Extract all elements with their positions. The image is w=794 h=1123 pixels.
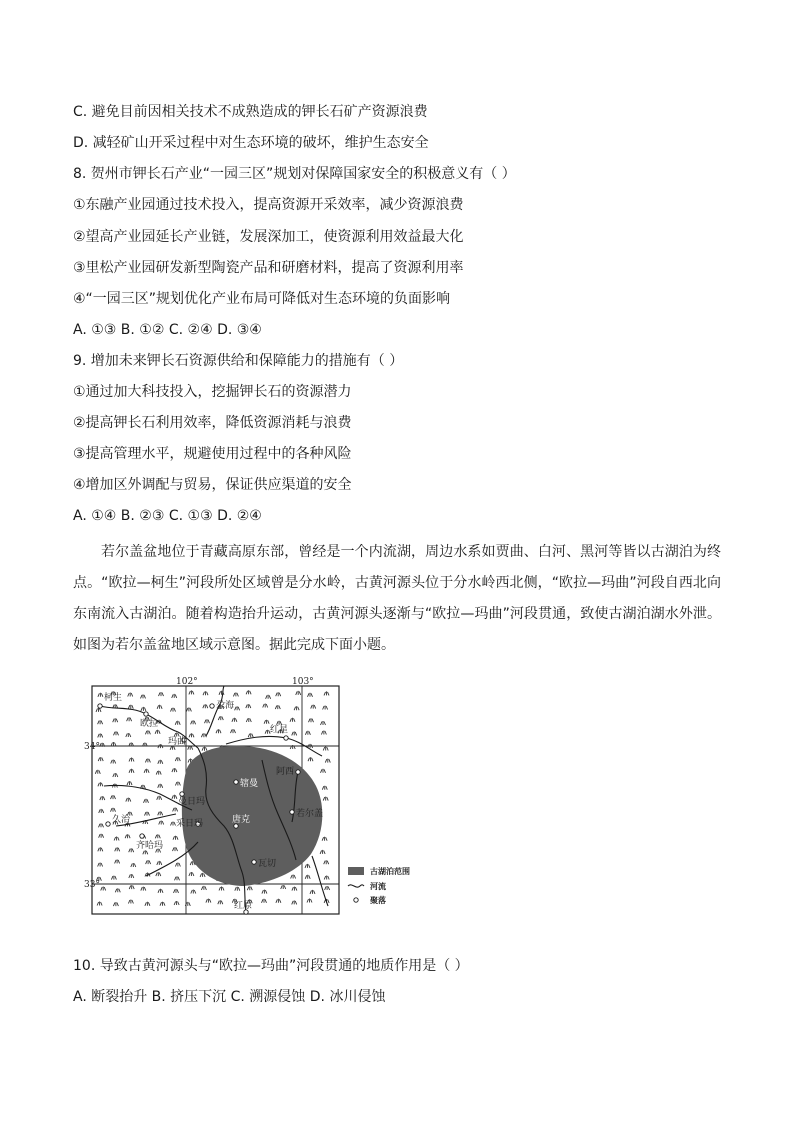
legend-settlement-swatch	[354, 898, 358, 902]
label-qihama: 齐哈玛	[136, 841, 164, 851]
settlement-oula	[144, 712, 148, 716]
label-oula: 欧拉	[140, 719, 159, 729]
q8-statement-3: ③里松产业园研发新型陶瓷产品和研磨材料，提高了资源利用率	[73, 260, 464, 276]
label-hongyuan: 红原	[234, 901, 253, 911]
reading-passage: 若尔盖盆地位于青藏高原东部，曾经是一个内流湖，周边水系如贾曲、白河、黑河等皆以古湖泊为终点。“欧拉—柯生”河段所处区域曾是分水岭，古黄河源头位于分水岭西北侧，“欧拉—玛曲”河段自西北向东南流入古湖泊。随着构造抬升运动，古黄河源头逐渐与“欧拉—玛曲”河段贯通，致使古湖泊湖水外泄。如图为若尔盖盆地区域示意图。据此完成下面小题。	[73, 544, 721, 653]
label-gahai: 尕海	[216, 701, 235, 711]
q8-stem: 8. 贺州市钾长石产业“一园三区”规划对保障国家安全的积极意义有（ ）	[73, 166, 516, 182]
label-maqu: 玛曲	[168, 737, 187, 747]
settlement-manrima	[180, 792, 184, 796]
label-waqie: 瓦切	[258, 859, 277, 869]
settlement-qihama	[140, 834, 144, 838]
q10-stem: 10. 导致古黄河源头与“欧拉—玛曲”河段贯通的地质作用是（ ）	[73, 958, 469, 974]
settlement-zoige	[290, 810, 294, 814]
q7-option-d: D. 减轻矿山开采过程中对生态环境的破坏，维护生态安全	[73, 135, 429, 151]
settlement-jiuzhi	[106, 822, 110, 826]
lon-label-102: 102°	[176, 677, 198, 687]
lat-label-34: 34°	[84, 742, 100, 752]
q8-statement-4: ④“一园三区”规划优化产业布局可降低对生态环境的负面影响	[73, 291, 451, 307]
lat-label-33: 33°	[84, 880, 100, 890]
q8-statement-1: ①东融产业园通过技术投入，提高资源开采效率，减少资源浪费	[73, 197, 464, 213]
map-legend	[348, 866, 410, 905]
label-manrima: 曼日玛	[178, 797, 206, 807]
label-tangke: 唐克	[232, 815, 251, 825]
lon-label-103: 103°	[292, 677, 314, 687]
settlement-gahai	[210, 704, 214, 708]
label-kesheng: 柯生	[104, 693, 123, 703]
legend-river-label: 河流	[370, 882, 386, 891]
legend-river-swatch	[348, 885, 364, 887]
legend-settlement-label: 聚落	[370, 896, 386, 905]
label-axi: 阿西	[276, 767, 295, 777]
legend-lake-swatch	[348, 867, 364, 875]
settlement-hongxing	[284, 736, 288, 740]
q9-statement-1: ①通过加大科技投入，挖掘钾长石的资源潜力	[73, 384, 352, 400]
label-hongxing: 红星	[270, 725, 289, 735]
legend-lake-label: 古湖泊范围	[370, 867, 410, 876]
q9-statement-3: ③提高管理水平，规避使用过程中的各种风险	[73, 446, 352, 462]
q9-statement-2: ②提高钾长石利用效率，降低资源消耗与浪费	[73, 415, 352, 431]
label-xiaman: 辖曼	[240, 779, 259, 789]
q10-options: A. 断裂抬升 B. 挤压下沉 C. 溯源侵蚀 D. 冰川侵蚀	[73, 989, 386, 1005]
settlement-waqie	[252, 860, 256, 864]
label-cairima: 采日玛	[176, 819, 204, 829]
settlement-kesheng	[98, 704, 102, 708]
q9-statement-4: ④增加区外调配与贸易，保证供应渠道的安全	[73, 477, 352, 493]
label-jiuzhi: 久治	[112, 815, 131, 825]
q9-options: A. ①④ B. ②③ C. ①③ D. ②④	[73, 508, 262, 524]
q9-stem: 9. 增加未来钾长石资源供给和保障能力的措施有（ ）	[73, 353, 404, 369]
label-zoige: 若尔盖	[296, 809, 324, 819]
q7-option-c: C. 避免目前因相关技术不成熟造成的钾长石矿产资源浪费	[73, 104, 428, 120]
settlement-xiaman	[234, 780, 238, 784]
settlement-axi	[296, 770, 300, 774]
zoige-basin-map	[86, 676, 431, 921]
q8-statement-2: ②望高产业园延长产业链，发展深加工，使资源利用效益最大化	[73, 229, 464, 245]
q8-options: A. ①③ B. ①② C. ②④ D. ③④	[73, 322, 262, 338]
